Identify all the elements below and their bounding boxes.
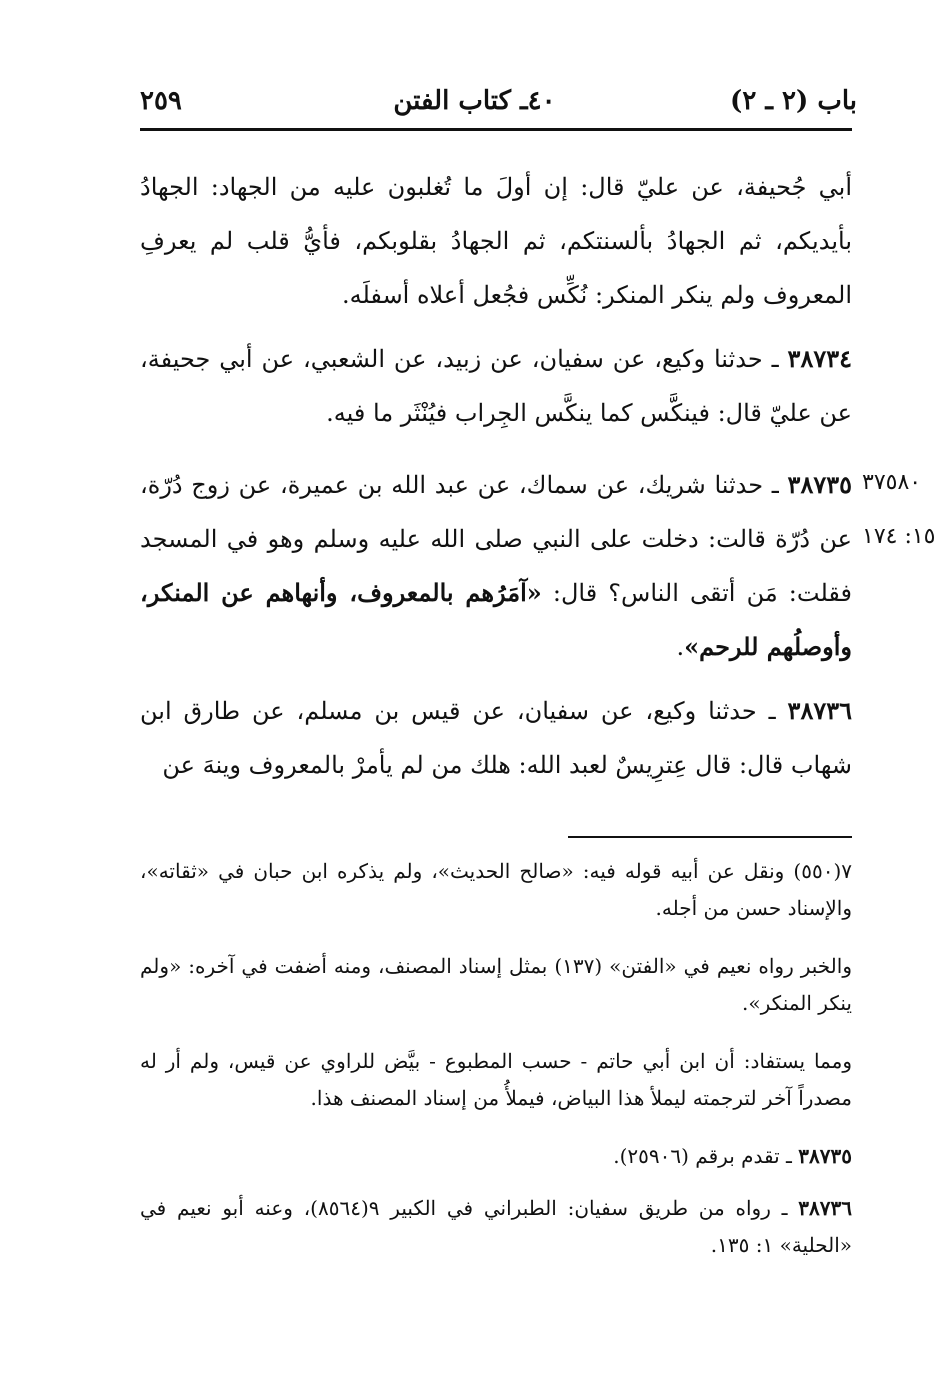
paragraph-text: ـ حدثنا شريك، عن سماك، عن عبد الله بن عميرة، عن زوج دُرّة، عن دُرّة قالت: دخلت على النبي صلى الله عليه وسلم وهو في المسجد فقلت: مَن أتقى الناس؟ قال: — [140, 471, 853, 607]
footnote-text: ـ رواه من طريق سفيان: الطبراني في الكبير ٩(٨٥٦٤)، وعنه أبو نعيم في «الحلية» ١: ١٣٥. — [140, 1196, 852, 1257]
hadith-number: ٣٨٧٣٦ — [787, 696, 852, 725]
footnote-4 — [140, 1138, 852, 1175]
paragraph-text: أبي جُحيفة، عن عليّ قال: إن أولَ ما تُغلبون عليه من الجهاد: الجهادُ بأيديكم، ثم الجهادُ بألسنتكم، ثم الجهادُ بقلوبكم، فأيُّ قلب لم يعرفِ المعروف ولم ينكر المنكر: نُكِّس فجُعل أعلاه أسفلَه. — [140, 173, 852, 309]
footnote-2: والخبر رواه نعيم في «الفتن» (١٣٧) بمثل إسناد المصنف، ومنه أضفت في آخره: «ولم ينكر المنكر». — [140, 954, 852, 1015]
paragraph-text-end: . — [676, 633, 685, 661]
hadith-number: ٣٨٧٣٤ — [787, 344, 852, 373]
header-rule — [140, 128, 852, 131]
footnote-text: ـ تقدم برقم (٢٥٩٠٦). — [613, 1144, 799, 1168]
footnote-number: ٣٨٧٣٥ — [798, 1144, 852, 1168]
chapter-heading: باب (٢ ـ ٢) — [730, 86, 857, 116]
paragraph-38735 — [140, 458, 852, 674]
footnote-5 — [140, 1190, 852, 1264]
bold-quote: «آمَرُهم بالمعروف، وأنهاهم عن المنكر، وأوصلُهم للرحم» — [140, 578, 852, 661]
paragraph-1 — [140, 160, 852, 322]
paragraph-38734 — [140, 332, 852, 440]
book-title: ٤٠ـ كتاب الفتن — [393, 86, 556, 116]
footnote-rule — [568, 836, 852, 838]
footnote-3: ومما يستفاد: أن ابن أبي حاتم - حسب المطبوع - بيَّض للراوي عن قيس، ولم أر له مصدراً آخر لترجمته ليملأ هذا البياض، فيملأُ من إسناد المصنف هذا. — [140, 1049, 852, 1110]
page-number: ٢٥٩ — [140, 86, 182, 116]
margin-note-vol: ١٥: ١٧٤ — [862, 524, 936, 549]
paragraph-text: ـ حدثنا وكيع، عن سفيان، عن زبيد، عن الشعبي، عن أبي جحيفة، عن عليّ قال: فينكَّس كما ينكَّس الجِراب فيُنْثَر ما فيه. — [140, 345, 852, 427]
footnote-number: ٣٨٧٣٦ — [798, 1196, 852, 1220]
paragraph-38736 — [140, 684, 852, 792]
footnote-1: ٧(٥٥٠) ونقل عن أبيه قوله فيه: «صالح الحديث»، ولم يذكره ابن حبان في «ثقاته»، والإسناد حسن من أجله. — [140, 859, 852, 920]
margin-note-ref: ٣٧٥٨٠ — [862, 470, 922, 495]
paragraph-text: ـ حدثنا وكيع، عن سفيان، عن قيس بن مسلم، عن طارق ابن شهاب قال: قال عِترِيسٌ لعبد الله: هلك من لم يأمرْ بالمعروف وينهَ عن — [140, 697, 852, 779]
hadith-number: ٣٨٧٣٥ — [787, 470, 852, 499]
